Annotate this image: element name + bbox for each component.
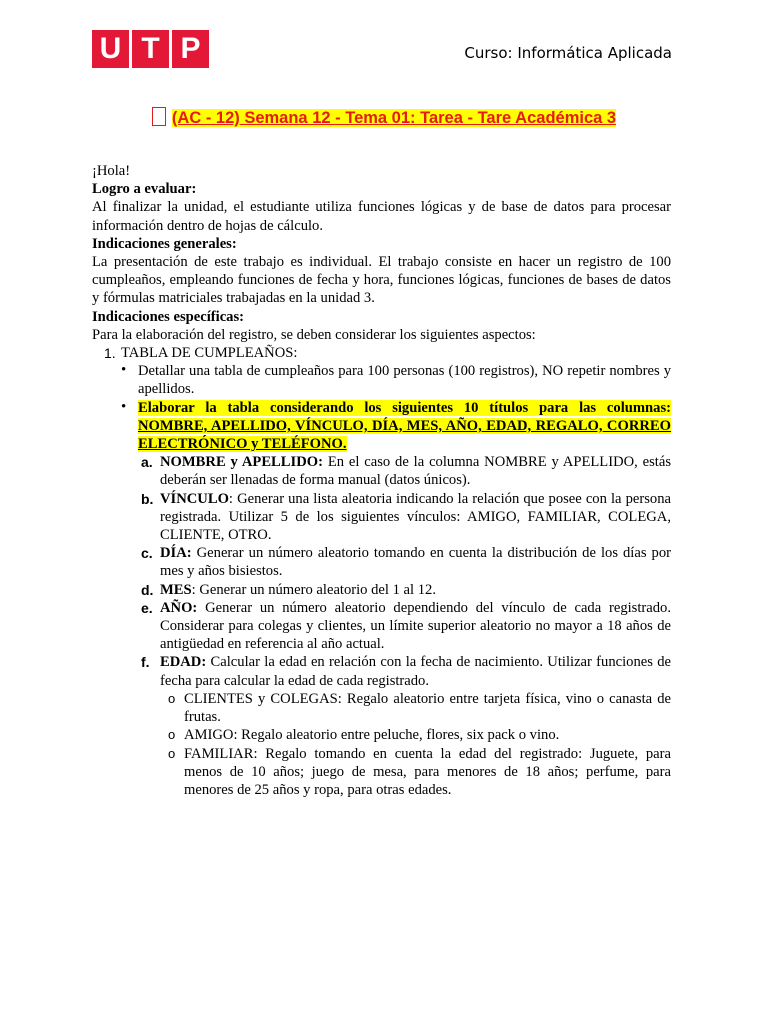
section-title: TABLA DE CUMPLEAÑOS: (121, 345, 298, 362)
sub-bullet-list (160, 690, 671, 799)
list-item: b. VÍNCULO: Generar una lista aleatoria indicando la relación que posee con la persona registrada. Utilizar 5 de los siguientes vínculos: AMIGO, FAMILIAR, COLEGA, CLIENTE, OTRO. (141, 490, 671, 544)
item-label: AÑO: (160, 599, 198, 616)
bullet-text: Detallar una tabla de cumpleaños para 100 personas (100 registros), NO repetir nombres y apellidos. (138, 363, 671, 398)
especificas-heading: Indicaciones específicas: (92, 308, 245, 325)
numbered-list (92, 344, 671, 799)
page-title (0, 107, 768, 128)
utp-logo (92, 30, 209, 68)
page-title-text: (AC - 12) Semana 12 - Tema 01: Tarea - Tare Académica 3 (171, 109, 617, 127)
generales-heading: Indicaciones generales: (92, 235, 237, 252)
list-item (92, 344, 671, 799)
bullet-item (121, 362, 671, 398)
column-titles: NOMBRE, APELLIDO, VÍNCULO, DÍA, MES, AÑO, EDAD, REGALO, CORREO ELECTRÓNICO y TELÉFONO. (138, 417, 671, 453)
item-label: DÍA: (160, 545, 192, 562)
list-item: c. DÍA: Generar un número aleatorio tomando en cuenta la distribución de los días por mes y años bisiestos. (141, 545, 671, 580)
item-label: NOMBRE y APELLIDO: (160, 454, 323, 471)
bullet-text-highlighted (138, 399, 671, 454)
especificas-text: Para la elaboración del registro, se deben considerar los siguientes aspectos: (92, 326, 536, 343)
logro-text: Al finalizar la unidad, el estudiante utiliza funciones lógicas y de base de datos para procesar información dentro de hojas de cálculo. (92, 199, 671, 234)
circle-bullet-icon: o (168, 727, 176, 743)
circle-bullet-icon: o (168, 690, 176, 706)
item-text: Calcular la edad en relación con la fecha de nacimiento. Utilizar funciones de fecha para calcular la edad de cada registrado. (160, 654, 671, 689)
list-number: 1. (104, 345, 116, 362)
bullet-lead: Elaborar la tabla considerando los siguientes 10 títulos para las columnas: (138, 399, 671, 416)
list-item: e. AÑO: Generar un número aleatorio dependiendo del vínculo de cada registrado. Considerar para colegas y clientes, un límite superior aleatorio no mayor a 18 años de antigüedad en referencia al año actual. (141, 599, 671, 653)
generales-text: La presentación de este trabajo es individual. El trabajo consiste en hacer un registro de 100 cumpleaños, empleando funciones de fecha y hora, funciones lógicas, funciones de bases de datos y fórmulas matriciales trabajadas en la unidad 3. (92, 254, 671, 307)
item-label: MES (160, 581, 192, 598)
bullet-item (121, 399, 671, 799)
bullet-icon: • (121, 398, 127, 415)
logo-letter-t: T (132, 30, 169, 68)
circle-bullet-icon: o (168, 745, 176, 761)
document-body (92, 162, 671, 799)
item-text: Generar un número aleatorio tomando en cuenta la distribución de los días por mes y años bisiestos. (160, 545, 671, 580)
checkbox-icon (152, 107, 166, 126)
sub-bullet-item: o AMIGO: Regalo aleatorio entre peluche, flores, six pack o vino. (168, 727, 560, 744)
item-text: : Generar una lista aleatoria indicando la relación que posee con la persona registrada. Utilizar 5 de los siguientes vínculos: AMIGO, FAMILIAR, COLEGA, CLIENTE, OTRO. (160, 490, 671, 544)
item-text: Generar un número aleatorio dependiendo del vínculo de cada registrado. Considerar para colegas y clientes, un límite superior aleatorio no mayor a 18 años de antigüedad en referencia al año actual. (160, 599, 671, 653)
bullet-list (121, 362, 671, 799)
sub-bullet-item: o FAMILIAR: Regalo tomando en cuenta la edad del registrado: Juguete, para menos de 10 años; juego de mesa, para menores de 18 años; perfume, para menores de 25 años y ropa, para otras edades. (168, 745, 671, 798)
logo-letter-u: U (92, 30, 129, 68)
item-label: EDAD: (160, 654, 207, 671)
item-text: : Generar un número aleatorio del 1 al 12. (191, 581, 436, 598)
course-name: Curso: Informática Aplicada (464, 44, 672, 62)
list-item: a. NOMBRE y APELLIDO: En el caso de la columna NOMBRE y APELLIDO, estás deberán ser llenadas de forma manual (datos únicos). (141, 454, 672, 489)
list-item: f. EDAD: Calcular la edad en relación con la fecha de nacimiento. Utilizar funciones de fecha para calcular la edad de cada registrado. o CLIENTES y COLEGAS: Regalo aleatorio entre tarjeta física, vino o canasta de frutas. o AMIGO: Regalo aleatorio entre peluche, flores, six pack o vino. o FAMILIAR: Regalo tomando en cuenta la edad del registrado: Juguete, para menos de 10 años; juego de mesa, para menores de 18 años; perfume, para menores de 25 años y ropa, para otras edades. (141, 654, 671, 798)
list-item: d. MES: Generar un número aleatorio del 1 al 12. (141, 581, 436, 598)
lettered-list (138, 453, 671, 799)
bullet-icon: • (121, 362, 127, 379)
item-label: VÍNCULO (160, 490, 229, 507)
greeting: ¡Hola! (92, 163, 131, 179)
logo-letter-p: P (172, 30, 209, 68)
logro-heading: Logro a evaluar: (92, 181, 197, 198)
item-text: En el caso de la columna NOMBRE y APELLIDO, estás deberán ser llenadas de forma manual (datos únicos). (160, 454, 672, 489)
sub-bullet-item: o CLIENTES y COLEGAS: Regalo aleatorio entre tarjeta física, vino o canasta de frutas. (168, 690, 671, 726)
